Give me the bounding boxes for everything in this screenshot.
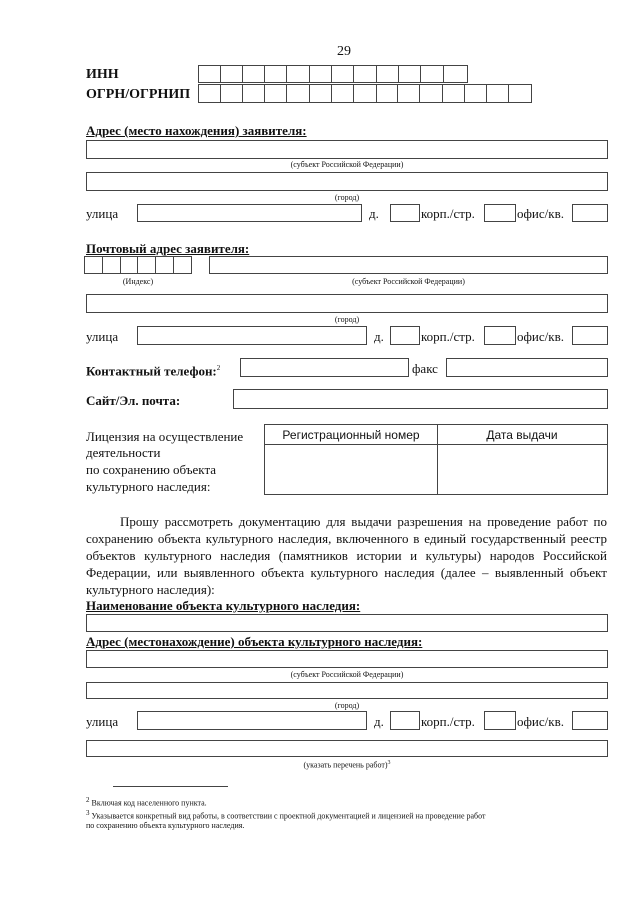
object-subject-caption: (субъект Российской Федерации) [290,670,404,679]
footnote-3-mark: 3 [86,809,90,817]
footnote-separator [113,786,228,787]
license-label-line-4: культурного наследия: [86,479,211,494]
works-caption [86,758,608,771]
works-footnote-mark: 3 [387,760,391,766]
postal-building-field[interactable] [484,326,516,345]
applicant-subject-caption: (субъект Российской Федерации) [290,160,404,169]
postal-subject-field[interactable] [209,256,608,274]
applicant-city-caption: (город) [334,193,360,202]
object-building-field[interactable] [484,711,516,730]
applicant-building-label: корп./стр. [421,206,475,221]
object-city-caption: (город) [334,701,360,710]
postal-city-caption: (город) [334,315,360,324]
phone-label [86,361,220,378]
object-street-label: улица [86,714,119,729]
phone-field[interactable] [240,358,409,377]
object-building-label: корп./стр. [421,714,475,729]
license-issue-date-cell[interactable] [438,445,607,494]
postal-street-label: улица [86,329,119,344]
license-label-line-1: Лицензия на осуществление [86,429,244,444]
postal-subject-caption: (субъект Российской Федерации) [352,277,465,286]
object-name-field[interactable] [86,614,608,632]
postal-building-label: корп./стр. [421,329,475,344]
object-name-heading: Наименование объекта культурного наследия: [86,598,361,613]
postal-house-field[interactable] [390,326,420,345]
applicant-address-heading: Адрес (место нахождения) заявителя: [86,123,307,138]
object-house-field[interactable] [390,711,420,730]
inn-cells[interactable] [198,65,468,83]
applicant-house-label: д. [369,206,379,221]
license-col-issue-date: Дата выдачи [437,425,607,445]
postal-office-label: офис/кв. [517,329,564,344]
inn-label: ИНН [86,67,119,82]
applicant-street-label: улица [86,206,119,221]
object-city-field[interactable] [86,682,608,699]
applicant-street-field[interactable] [137,204,362,222]
object-office-field[interactable] [572,711,608,730]
site-email-label: Сайт/Эл. почта: [86,393,181,408]
ogrn-cells[interactable] [198,84,532,103]
object-subject-field[interactable] [86,650,608,668]
applicant-subject-field[interactable] [86,140,608,159]
applicant-office-label: офис/кв. [517,206,564,221]
works-list-field[interactable] [86,740,608,757]
phone-footnote-mark: 2 [216,364,221,372]
applicant-building-field[interactable] [484,204,516,222]
postal-index-cells[interactable] [84,256,192,274]
footnote-2-mark: 2 [86,796,90,804]
object-street-field[interactable] [137,711,367,730]
license-col-reg-number: Регистрационный номер [265,425,437,445]
page-number: 29 [337,44,351,59]
object-office-label: офис/кв. [517,714,564,729]
fax-label: факс [412,361,438,376]
postal-index-caption: (Индекс) [122,277,154,286]
footnote-3-line-1: Указывается конкретный вид работы, в соответствии с проектной документацией и лицензией на проведение работ [91,811,486,821]
ogrn-label: ОГРН/ОГРНИП [86,87,191,102]
postal-house-label: д. [374,329,384,344]
postal-address-heading: Почтовый адрес заявителя: [86,241,250,256]
postal-city-field[interactable] [86,294,608,313]
request-paragraph: Прошу рассмотреть документацию для выдачи разрешения на проведение работ по сохранению объекта культурного наследия, включенного в единый государственный реестр объектов культурного наследия (памятников истории и культуры) народов Российской Федерации, или выявленного объекта культурного наследия (далее – выявленный объект культурного наследия): [86,514,607,597]
object-house-label: д. [374,714,384,729]
site-email-field[interactable] [233,389,608,409]
phone-label-text: Контактный телефон: [86,363,217,379]
footnote-2 [86,795,207,809]
license-label-line-2: деятельности [86,445,161,460]
works-caption-text: (указать перечень работ) [303,760,388,770]
footnote-2-text: Включая код населенного пункта. [91,798,207,808]
postal-office-field[interactable] [572,326,608,345]
fax-field[interactable] [446,358,608,377]
object-address-heading: Адрес (местонахождение) объекта культурного наследия: [86,634,423,649]
license-table [264,424,608,495]
license-label-line-3: по сохранению объекта [86,462,217,477]
applicant-office-field[interactable] [572,204,608,222]
applicant-city-field[interactable] [86,172,608,191]
license-reg-number-cell[interactable] [265,445,437,494]
applicant-house-field[interactable] [390,204,420,222]
postal-street-field[interactable] [137,326,367,345]
footnote-3-continued: по сохранению объекта культурного наследия. [86,821,245,830]
